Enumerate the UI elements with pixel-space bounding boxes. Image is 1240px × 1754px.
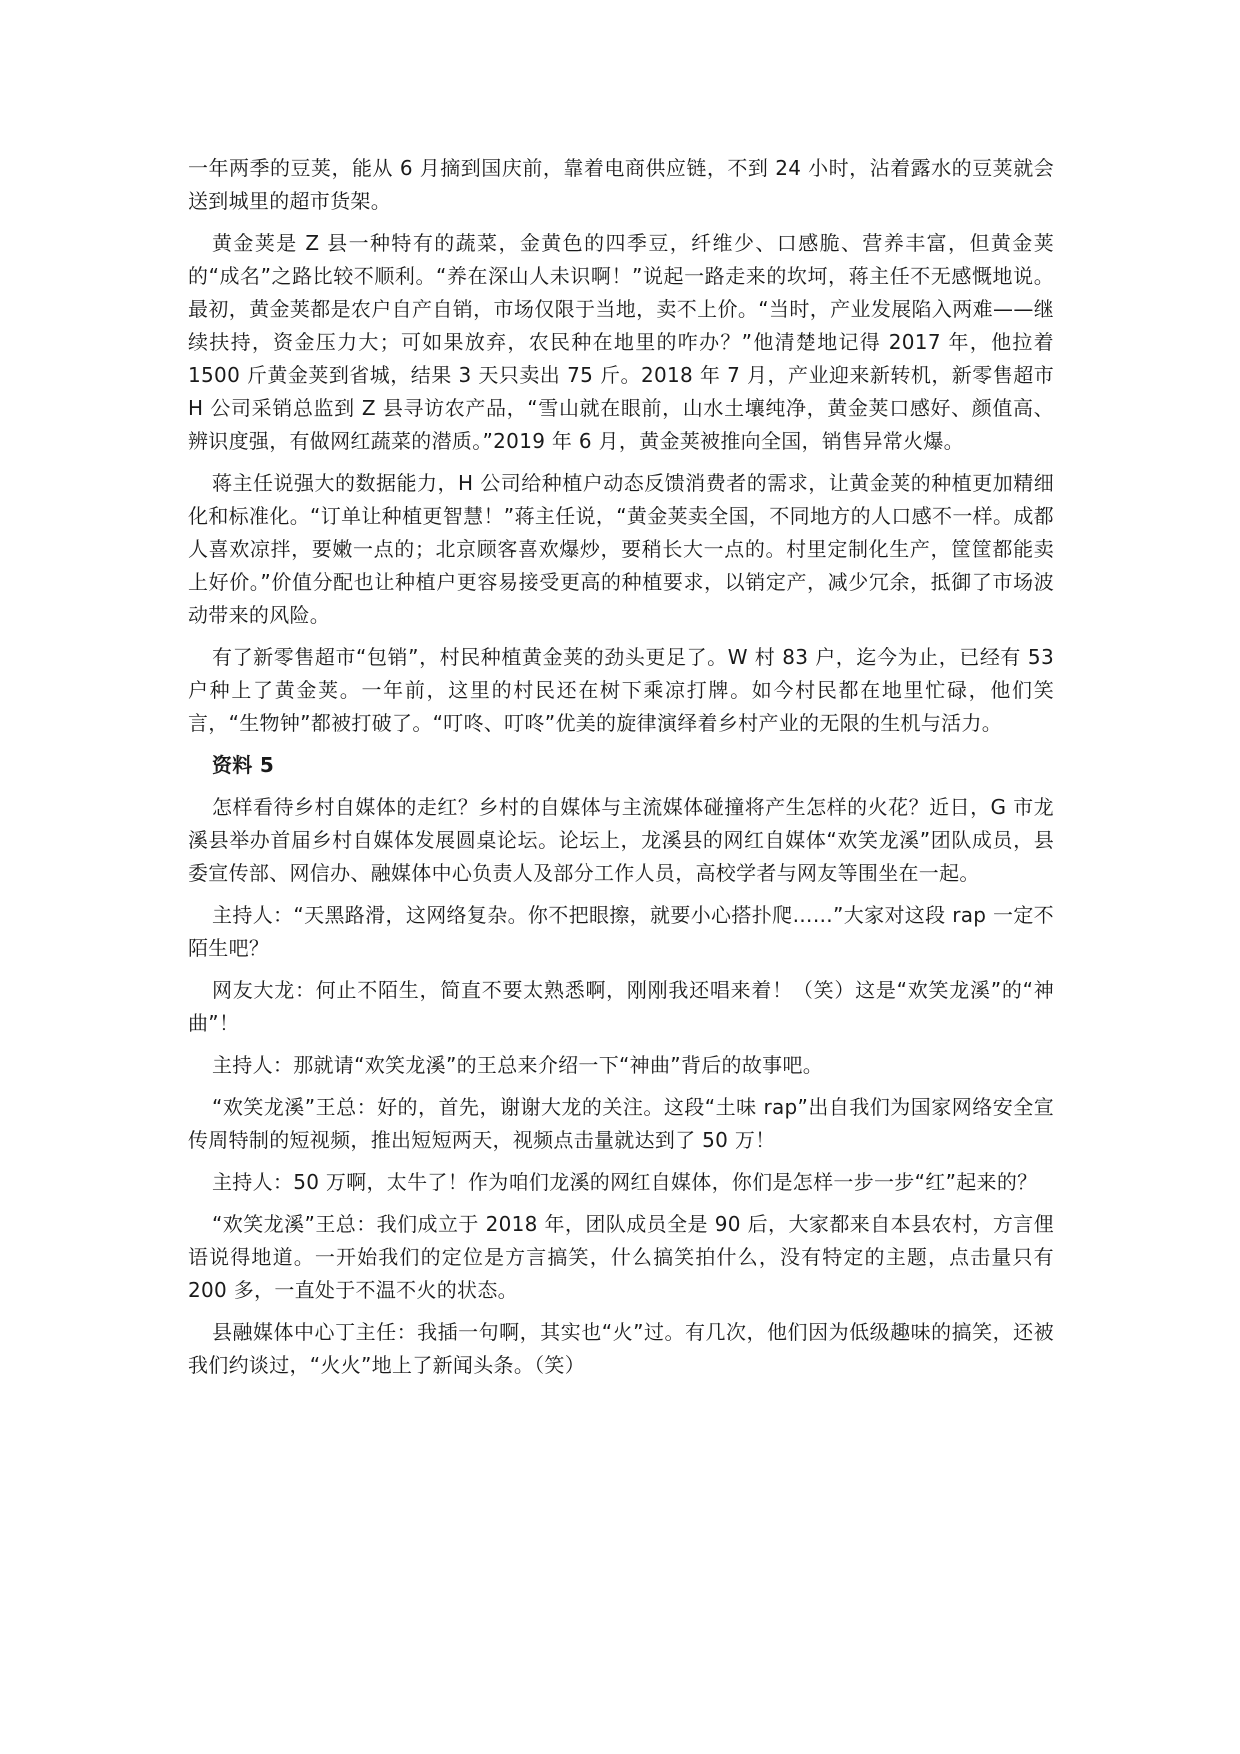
- dialogue-host-1: 主持人：“天黑路滑，这网络复杂。你不把眼擦，就要小心搭扑爬……”大家对这段 rap 一定不陌生吧？: [188, 903, 1054, 960]
- paragraph-data-driven-planting: 蒋主任说强大的数据能力，H 公司给种植户动态反馈消费者的需求，让黄金荚的种植更加精细化和标准化。“订单让种植更智慧！”蒋主任说，“黄金荚卖全国，不同地方的人口感不一样。成都人喜欢凉拌，要嫩一点的；北京顾客喜欢爆炒，要稍长大一点的。村里定制化生产，筐筐都能卖上好价。”价值分配也让种植户更容易接受更高的种植要求，以销定产，减少冗余，抵御了市场波动带来的风险。: [188, 471, 1054, 627]
- paragraph-beans-intro: 一年两季的豆荚，能从 6 月摘到国庆前，靠着电商供应链，不到 24 小时，沾着露水的豆荚就会送到城里的超市货架。: [188, 156, 1054, 213]
- dialogue-host-2: 主持人：那就请“欢笑龙溪”的王总来介绍一下“神曲”背后的故事吧。: [212, 1053, 824, 1077]
- paragraph-villagers-motivation: 有了新零售超市“包销”，村民种植黄金荚的劲头更足了。W 村 83 户，迄今为止，已经有 53 户种上了黄金荚。一年前，这里的村民还在树下乘凉打牌。如今村民都在地里忙碌，他们笑言，“生物钟”都被打破了。“叮咚、叮咚”优美的旋律演绎着乡村产业的无限的生机与活力。: [188, 645, 1054, 735]
- dialogue-netizen-dalong: 网友大龙：何止不陌生，简直不要太熟悉啊，刚刚我还唱来着！（笑）这是“欢笑龙溪”的“神曲”！: [188, 978, 1054, 1035]
- dialogue-director-ding: 县融媒体中心丁主任：我插一句啊，其实也“火”过。有几次，他们因为低级趣味的搞笑，还被我们约谈过，“火火”地上了新闻头条。（笑）: [188, 1320, 1054, 1377]
- paragraph-golden-bean-history: 黄金荚是 Z 县一种特有的蔬菜，金黄色的四季豆，纤维少、口感脆、营养丰富，但黄金荚的“成名”之路比较不顺利。“养在深山人未识啊！”说起一路走来的坎坷，蒋主任不无感慨地说。最初，黄金荚都是农户自产自销，市场仅限于当地，卖不上价。“当时，产业发展陷入两难——继续扶持，资金压力大；可如果放弃，农民种在地里的咋办？”他清楚地记得 2017 年，他拉着 1500 斤黄金荚到省城，结果 3 天只卖出 75 斤。2018 年 7 月，产业迎来新转机，新零售超市 H 公司采销总监到 Z 县寻访农产品，“雪山就在眼前，山水土壤纯净，黄金荚口感好、颜值高、辨识度强，有做网红蔬菜的潜质。”2019 年 6 月，黄金荚被推向全国，销售异常火爆。: [188, 231, 1054, 453]
- document-page: [188, 152, 1054, 1391]
- dialogue-host-3: 主持人：50 万啊，太牛了！作为咱们龙溪的网红自媒体，你们是怎样一步一步“红”起来的？: [212, 1170, 1038, 1194]
- dialogue-wang-1: “欢笑龙溪”王总：好的，首先，谢谢大龙的关注。这段“土味 rap”出自我们为国家网络安全宣传周特制的短视频，推出短短两天，视频点击量就达到了 50 万！: [188, 1095, 1054, 1152]
- section-heading: 资料 5: [212, 753, 275, 777]
- dialogue-wang-2: “欢笑龙溪”王总：我们成立于 2018 年，团队成员全是 90 后，大家都来自本县农村，方言俚语说得地道。一开始我们的定位是方言搞笑，什么搞笑拍什么，没有特定的主题，点击量只有 200 多，一直处于不温不火的状态。: [188, 1212, 1054, 1302]
- paragraph-forum-intro: 怎样看待乡村自媒体的走红？乡村的自媒体与主流媒体碰撞将产生怎样的火花？近日，G 市龙溪县举办首届乡村自媒体发展圆桌论坛。论坛上，龙溪县的网红自媒体“欢笑龙溪”团队成员，县委宣传部、网信办、融媒体中心负责人及部分工作人员，高校学者与网友等围坐在一起。: [188, 795, 1054, 885]
